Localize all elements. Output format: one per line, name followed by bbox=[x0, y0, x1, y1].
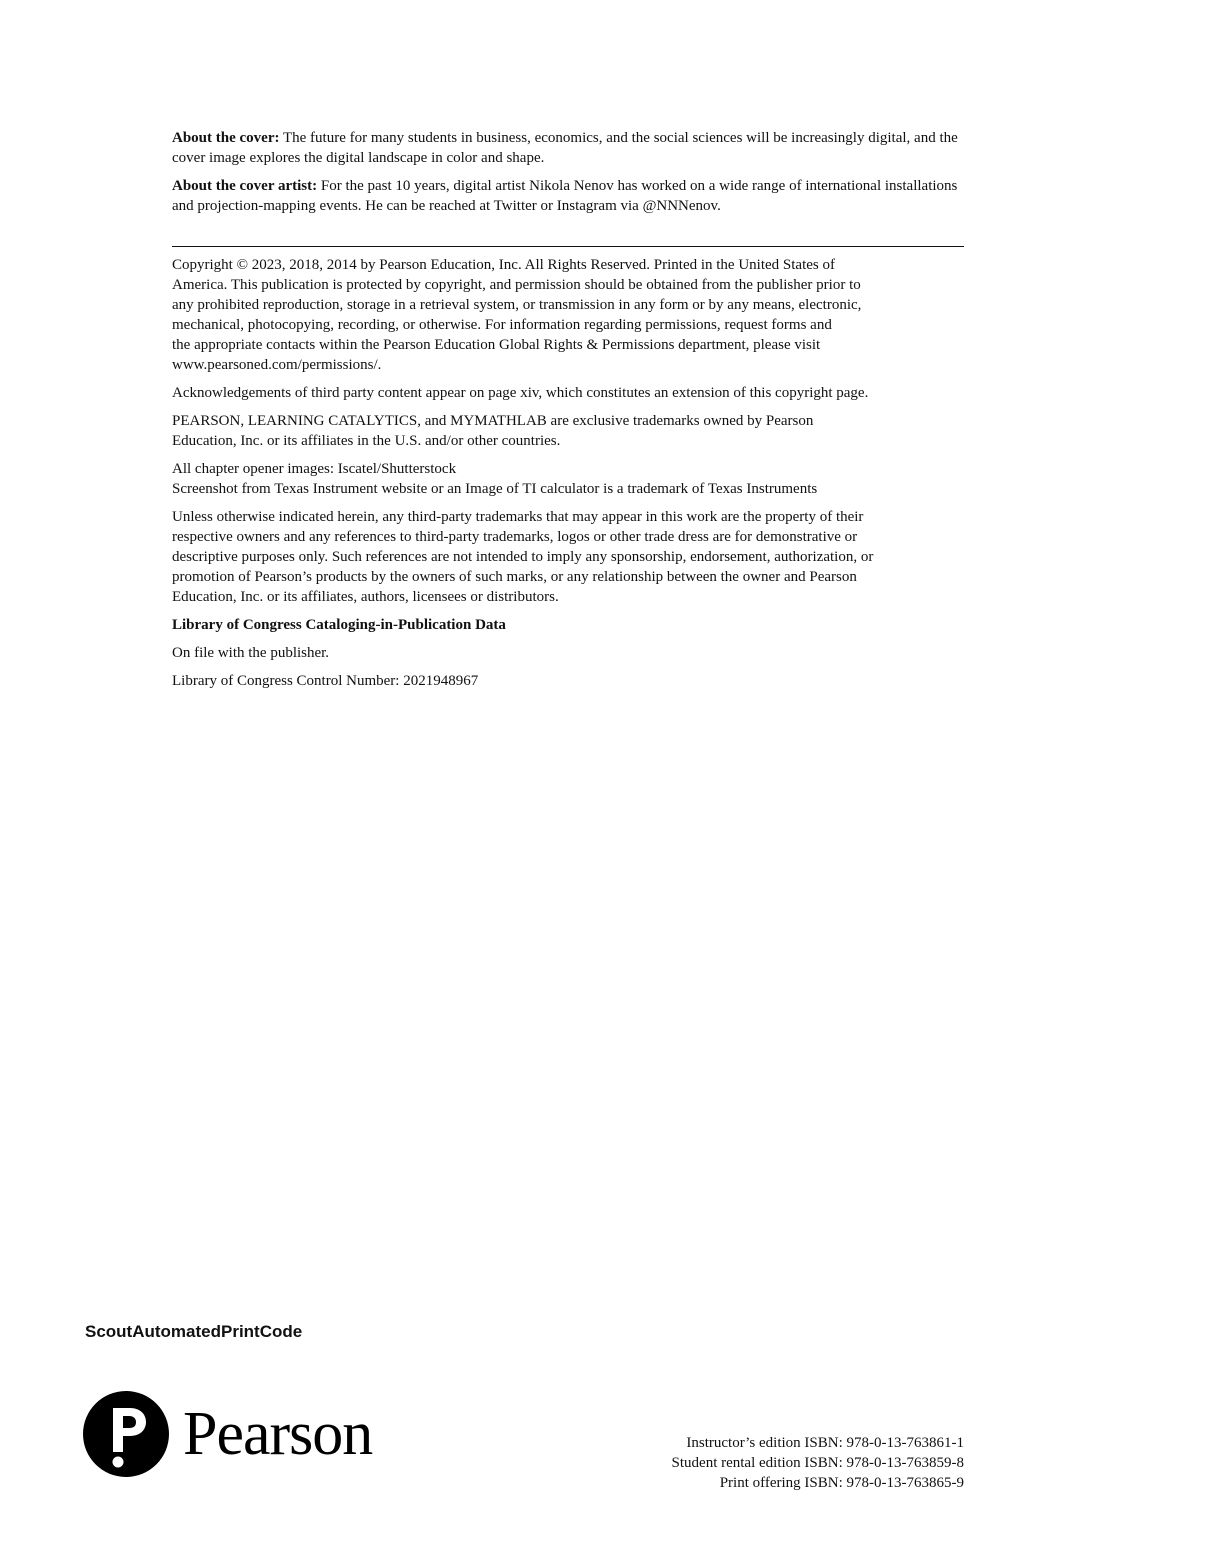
copyright-line: the appropriate contacts within the Pearson Education Global Rights & Permissions department, please visit bbox=[172, 337, 821, 353]
image-credits bbox=[172, 459, 964, 499]
pearson-logo bbox=[83, 1386, 403, 1484]
about-cover-lead: About the cover: bbox=[172, 130, 280, 146]
library-cip-on-file: On file with the publisher. bbox=[172, 645, 330, 661]
copyright-page-content bbox=[172, 128, 964, 699]
trademarks-line: PEARSON, LEARNING CATALYTICS, and MYMATHLAB are exclusive trademarks owned by Pearson bbox=[172, 413, 814, 429]
isbn-block bbox=[672, 1433, 964, 1493]
pearson-p-icon bbox=[83, 1386, 169, 1482]
image-credit-line: Screenshot from Texas Instrument website or an Image of TI calculator is a trademark of Texas Instruments bbox=[172, 481, 818, 497]
acknowledgements: Acknowledgements of third party content appear on page xiv, which constitutes an extension of this copyright page. bbox=[172, 385, 869, 401]
copyright-line: any prohibited reproduction, storage in a retrieval system, or transmission in any form or by any means, electronic, bbox=[172, 297, 862, 313]
isbn-student-rental-edition: Student rental edition ISBN: 978-0-13-763859-8 bbox=[671, 1455, 964, 1471]
copyright-notice bbox=[172, 255, 964, 375]
permissions-url: www.pearsoned.com/permissions/. bbox=[172, 357, 382, 373]
third-party-line: descriptive purposes only. Such references are not intended to imply any sponsorship, endorsement, authorization, or bbox=[172, 549, 874, 565]
third-party-line: promotion of Pearson’s products by the owners of such marks, or any relationship between the owner and Pearson bbox=[172, 569, 857, 585]
third-party-line: respective owners and any references to third-party trademarks, logos or other trade dress are for demonstrative or bbox=[172, 529, 858, 545]
about-cover-text: The future for many students in business, economics, and the social sciences will be increasingly digital, and the cover image explores the digital landscape in color and shape. bbox=[172, 130, 958, 166]
image-credit-line: All chapter opener images: Iscatel/Shutterstock bbox=[172, 461, 457, 477]
third-party-line: Education, Inc. or its affiliates, authors, licensees or distributors. bbox=[172, 589, 559, 605]
about-cover-artist-lead: About the cover artist: bbox=[172, 178, 318, 194]
about-cover-artist bbox=[172, 176, 964, 216]
copyright-line: mechanical, photocopying, recording, or otherwise. For information regarding permissions, request forms and bbox=[172, 317, 832, 333]
about-cover-artist-text: For the past 10 years, digital artist Nikola Nenov has worked on a wide range of international installations and projection-mapping events. He can be reached at Twitter or Instagram via @NNNenov. bbox=[172, 178, 958, 214]
isbn-instructor-edition: Instructor’s edition ISBN: 978-0-13-763861-1 bbox=[686, 1435, 964, 1451]
library-cip-heading: Library of Congress Cataloging-in-Publication Data bbox=[172, 617, 506, 633]
third-party-notice bbox=[172, 507, 964, 607]
copyright-line: America. This publication is protected by copyright, and permission should be obtained from the publisher prior to bbox=[172, 277, 861, 293]
section-divider bbox=[172, 246, 964, 247]
isbn-print-offering: Print offering ISBN: 978-0-13-763865-9 bbox=[719, 1475, 964, 1491]
trademarks-notice bbox=[172, 411, 964, 451]
trademarks-line: Education, Inc. or its affiliates in the U.S. and/or other countries. bbox=[172, 433, 561, 449]
print-code: ScoutAutomatedPrintCode bbox=[85, 1322, 303, 1341]
library-control-number: Library of Congress Control Number: 2021948967 bbox=[172, 673, 479, 689]
about-cover bbox=[172, 128, 964, 168]
copyright-line: Copyright © 2023, 2018, 2014 by Pearson Education, Inc. All Rights Reserved. Printed in the United States of bbox=[172, 257, 835, 273]
third-party-line: Unless otherwise indicated herein, any third-party trademarks that may appear in this work are the property of their bbox=[172, 509, 864, 525]
pearson-wordmark: Pearson bbox=[183, 1400, 373, 1468]
